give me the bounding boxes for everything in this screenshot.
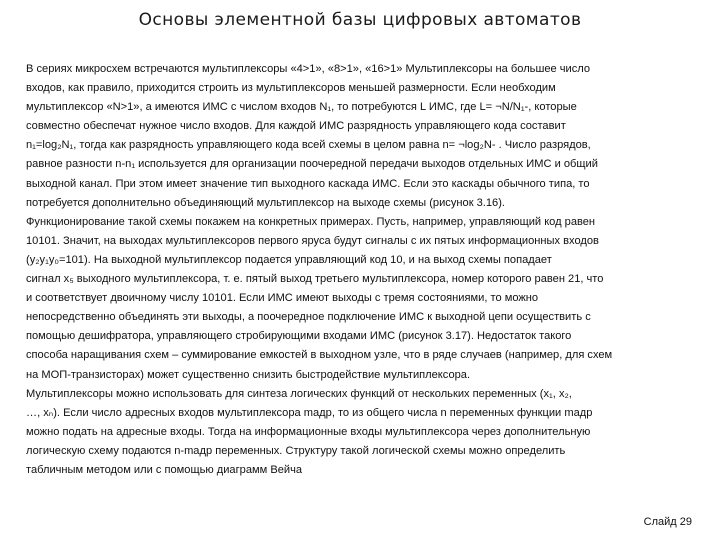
text-line: входов, как правило, приходится строить из мультиплексоров меньшей размерности. Если необходим — [26, 82, 556, 95]
text-line: …, xₙ). Если число адресных входов мультиплексора mадр, то из общего числа n переменных функции mадр — [26, 406, 593, 419]
text-line: n₁=log₂N₁, тогда как разрядность управляющего кода всей схемы в целом равна n= ¬log₂N‐ . Число разрядов, — [26, 139, 591, 152]
text-line: на МОП‐транзисторах) может существенно снизить быстродействие мультиплексора. — [26, 368, 471, 381]
text-line: В сериях микросхем встречаются мультиплексоры «4>1», «8>1», «16>1» Мультиплексоры на большее число — [26, 63, 591, 75]
text-line: помощью дешифратора, управляющего стробирующими входами ИМС (рисунок 3.17). Недостаток такого — [26, 330, 572, 343]
text-line: совместно обеспечат нужное число входов. Для каждой ИМС разрядность управляющего кода составит — [26, 120, 566, 133]
text-line: логическую схему подаются n‐mадр переменных. Структуру такой логической схемы можно определить — [26, 444, 566, 457]
text-line: 10101. Значит, на выходах мультиплексоров первого яруса будут сигналы с их пятых информационных входов — [26, 234, 599, 247]
text-line: Функционирование такой схемы покажем на конкретных примерах. Пусть, например, управляющий код равен — [26, 215, 596, 228]
text-line: способа наращивания схем – суммирование емкостей в выходном узле, что в ряде случаев (например, для схем — [26, 349, 613, 362]
text-line: (y₂y₁y₀=101). На выходной мультиплексор подается управляющий код 10, и на выход схемы попадает — [26, 253, 552, 266]
slide-number: Слайд 29 — [643, 516, 692, 528]
text-line: выходной канал. При этом имеет значение тип выходного каскада ИМС. Если это каскады обычного типа, то — [26, 177, 590, 190]
text-line: потребуется дополнительно объединяющий мультиплексор на выходе схемы (рисунок 3.16). — [26, 196, 505, 209]
text-line: табличным методом или с помощью диаграмм Вейча — [26, 463, 303, 476]
text-line: Мультиплексоры можно использовать для синтеза логических функций от нескольких переменных (x₁, x₂, — [26, 387, 572, 400]
body-text — [26, 60, 696, 480]
text-line: мультиплексор «N>1», а имеются ИМС с числом входов N₁, то потребуются L ИМС, где L= ¬N/N₁‐, которые — [26, 101, 577, 114]
text-line: сигнал x₅ выходного мультиплексора, т. е. пятый выход третьего мультиплексора, номер которого равен 21, что — [26, 273, 604, 286]
text-line: равное разности n‐n₁ используется для организации поочередной передачи выходов отдельных ИМС и общий — [26, 158, 598, 171]
text-line: можно подать на адресные входы. Тогда на информационные входы мультиплексора через дополнительную — [26, 425, 591, 438]
text-line: непосредственно объединять эти выходы, а поочередное подключение ИМС к выходной цепи осуществить с — [26, 311, 591, 324]
page-title: Основы элементной базы цифровых автоматов — [138, 10, 582, 30]
text-line: и соответствует двоичному числу 10101. Если ИМС имеют выходы с тремя состояниями, то можно — [26, 292, 539, 305]
